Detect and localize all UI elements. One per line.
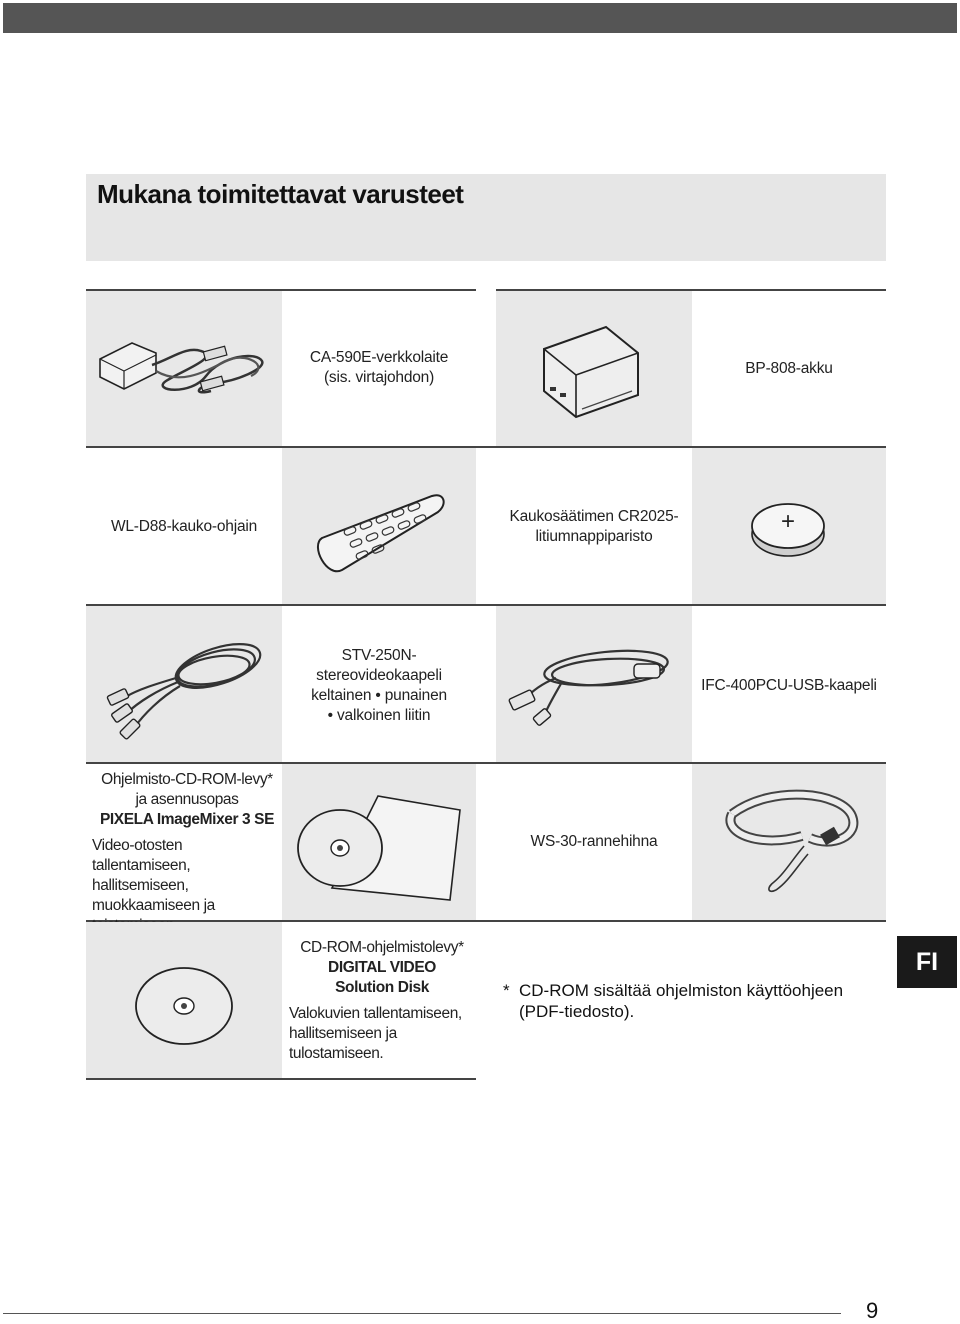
remote-label: WL-D88-kauko-ohjain xyxy=(110,518,258,535)
usb-cable-image-panel xyxy=(496,606,692,762)
footnote-text: CD-ROM sisältää ohjelmiston käyttöohjeen (PDF-tiedosto). xyxy=(519,981,844,1021)
strap-image-panel xyxy=(692,764,886,920)
remote-item xyxy=(86,448,476,604)
footnote-asterisk: * xyxy=(503,981,510,1000)
strap-item xyxy=(496,764,886,920)
remote-control-icon xyxy=(282,448,476,604)
cdrom-manual-icon xyxy=(282,764,476,920)
ac-adapter-icon xyxy=(86,291,282,446)
battery-label: BP-808-akku xyxy=(745,360,833,377)
coin-battery-image-panel xyxy=(692,448,886,604)
dv-cdrom-image-panel xyxy=(86,922,282,1078)
pixela-cdrom-label: Ohjelmisto-CD-ROM-levy* ja asennusopas PIXELA ImageMixer 3 SE Video-otosten tallentamiseen, hallitsemiseen, muokkaamiseen ja xyxy=(92,771,275,914)
cdrom-disc-icon xyxy=(86,922,282,1078)
remote-image-panel xyxy=(282,448,476,604)
footer-rule xyxy=(3,1313,841,1314)
usb-cable-label: IFC-400PCU-USB-kaapeli xyxy=(701,677,877,694)
battery-item xyxy=(496,291,886,446)
strap-label: WS-30-rannehihna xyxy=(530,833,658,850)
section-header xyxy=(86,174,886,261)
coin-battery-item xyxy=(496,448,886,604)
usb-cable-item xyxy=(496,606,886,762)
adapter-item xyxy=(86,291,476,446)
adapter-image-panel xyxy=(86,291,282,446)
coin-battery-label: Kaukosäätimen CR2025- litiumnappiparisto xyxy=(509,508,679,545)
battery-plus-symbol: + xyxy=(780,508,795,535)
dv-cdrom-item xyxy=(86,922,476,1078)
battery-pack-icon xyxy=(496,291,692,446)
pixela-cdrom-image-panel xyxy=(282,764,476,920)
page-number: 9 xyxy=(866,1298,879,1323)
page-title: Mukana toimitettavat varusteet xyxy=(97,179,464,209)
stv-cable-label: STV-250N- stereovideokaapeli keltainen • punainen • valkoinen liitin xyxy=(311,647,447,724)
row-divider xyxy=(86,1078,476,1080)
adapter-label: CA-590E-verkkolaite (sis. virtajohdon) xyxy=(309,349,449,386)
stv-cable-image-panel xyxy=(86,606,282,762)
battery-image-panel xyxy=(496,291,692,446)
top-bar xyxy=(3,3,957,33)
pixela-cdrom-item xyxy=(86,764,476,920)
language-tab: FI xyxy=(897,936,957,988)
stereo-video-cable-icon xyxy=(86,606,282,762)
wrist-strap-icon xyxy=(692,764,886,920)
usb-cable-icon xyxy=(496,606,692,762)
dv-cdrom-label: CD-ROM-ohjelmistolevy* DIGITAL VIDEO Solution Disk Valokuvien tallentamiseen, hallitsemiseen ja tulostamiseen. xyxy=(289,939,464,1062)
stv-cable-item xyxy=(86,606,476,762)
